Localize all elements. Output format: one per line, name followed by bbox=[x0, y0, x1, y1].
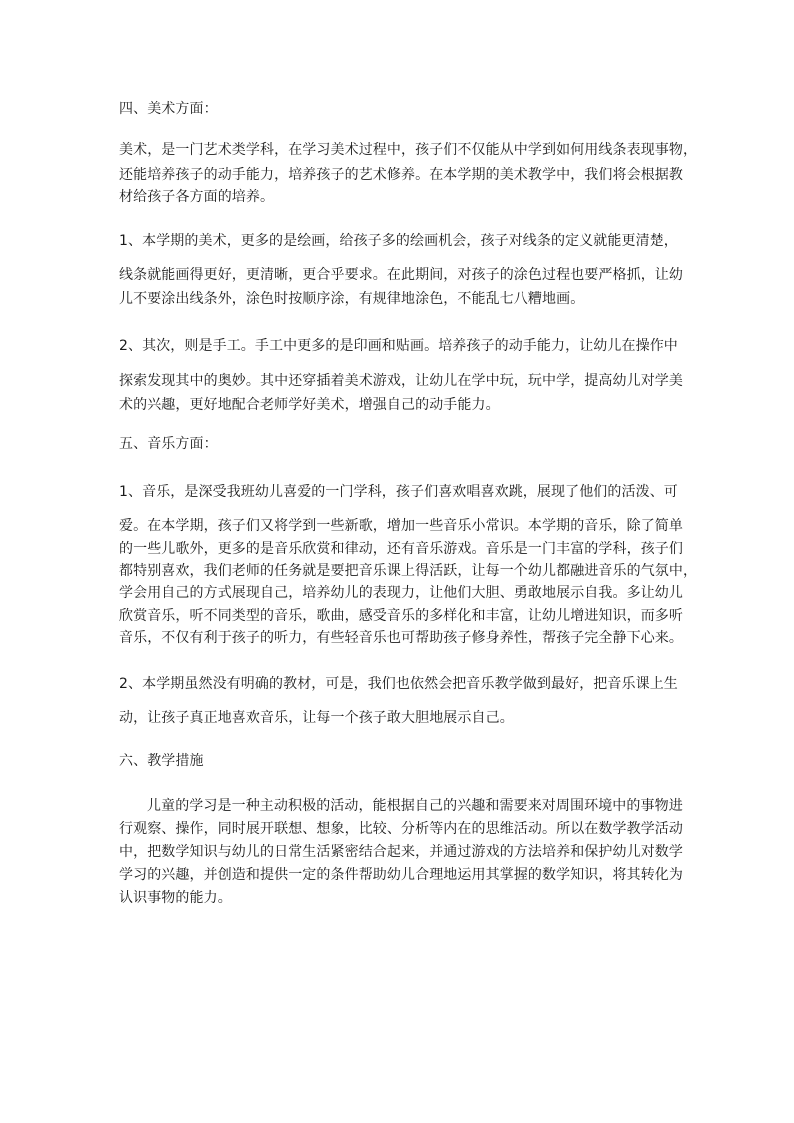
paragraph-line: 音乐，不仅有利于孩子的听力，有些轻音乐也可帮助孩子修身养性，帮孩子完全静下心来。 bbox=[119, 630, 683, 646]
paragraph-line: 认识事物的能力。 bbox=[119, 890, 232, 906]
paragraph-line: 的一些儿歌外，更多的是音乐欣赏和律动，还有音乐游戏。音乐是一门丰富的学科，孩子们 bbox=[119, 541, 683, 557]
paragraph-line: 中，把数学知识与幼儿的日常生活紧密结合起来，并通过游戏的方法培养和保护幼儿对数学 bbox=[119, 844, 683, 860]
paragraph-line: 动，让孩子真正地喜欢音乐，让每一个孩子敢大胆地展示自己。 bbox=[119, 710, 514, 726]
paragraph-line: 1、本学期的美术，更多的是绘画，给孩子多的绘画机会，孩子对线条的定义就能更清楚， bbox=[119, 233, 678, 249]
paragraph-line: 儿不要涂出线条外，涂色时按顺序涂，有规律地涂色，不能乱七八糟地画。 bbox=[119, 291, 585, 307]
paragraph-line: 线条就能画得更好，更清晰，更合乎要求。在此期间，对孩子的涂色过程也要严格抓，让幼 bbox=[119, 267, 683, 283]
paragraph-line: 1、音乐，是深受我班幼儿喜爱的一门学科，孩子们喜欢唱喜欢跳，展现了他们的活泼、可 bbox=[119, 484, 678, 500]
paragraph-line: 欣赏音乐，听不同类型的音乐，歌曲，感受音乐的多样化和丰富，让幼儿增进知识，而多听 bbox=[119, 608, 683, 624]
paragraph-line: 学会用自己的方式展现自己，培养幼儿的表现力，让他们大胆、勇敢地展示自我。多让幼儿 bbox=[119, 585, 683, 601]
paragraph-line: 探索发现其中的奥妙。其中还穿插着美术游戏，让幼儿在学中玩，玩中学，提高幼儿对学美 bbox=[119, 373, 683, 389]
paragraph-line: 行观察、操作，同时展开联想、想象，比较、分析等内在的思维活动。所以在数学教学活动 bbox=[119, 821, 683, 837]
paragraph-line: 材给孩子各方面的培养。 bbox=[119, 189, 275, 205]
paragraph-line: 儿童的学习是一种主动积极的活动，能根据自己的兴趣和需要来对周围环境中的事物进 bbox=[147, 798, 683, 814]
section-heading-music: 五、音乐方面： bbox=[119, 436, 218, 452]
paragraph-line: 学习的兴趣，并创造和提供一定的条件帮助幼儿合理地运用其掌握的数学知识，将其转化为 bbox=[119, 867, 683, 883]
paragraph-line: 术的兴趣，更好地配合老师学好美术，增强自己的动手能力。 bbox=[119, 397, 500, 413]
paragraph-line: 爱。在本学期，孩子们又将学到一些新歌，增加一些音乐小常识。本学期的音乐，除了简单 bbox=[119, 518, 683, 534]
paragraph-line: 2、其次，则是手工。手工中更多的是印画和贴画。培养孩子的动手能力，让幼儿在操作中 bbox=[119, 338, 678, 354]
paragraph-line: 还能培养孩子的动手能力，培养孩子的艺术修养。在本学期的美术教学中，我们将会根据教 bbox=[119, 167, 683, 183]
section-heading-art: 四、美术方面： bbox=[119, 101, 218, 117]
paragraph-line: 2、本学期虽然没有明确的教材，可是，我们也依然会把音乐教学做到最好，把音乐课上生 bbox=[119, 676, 678, 692]
section-heading-teaching-measures: 六、教学措施 bbox=[119, 753, 204, 769]
paragraph-line: 都特别喜欢，我们老师的任务就是要把音乐课上得活跃，让每一个幼儿都融进音乐的气氛中， bbox=[119, 563, 698, 579]
paragraph-line: 美术，是一门艺术类学科，在学习美术过程中，孩子们不仅能从中学到如何用线条表现事物， bbox=[119, 142, 698, 158]
